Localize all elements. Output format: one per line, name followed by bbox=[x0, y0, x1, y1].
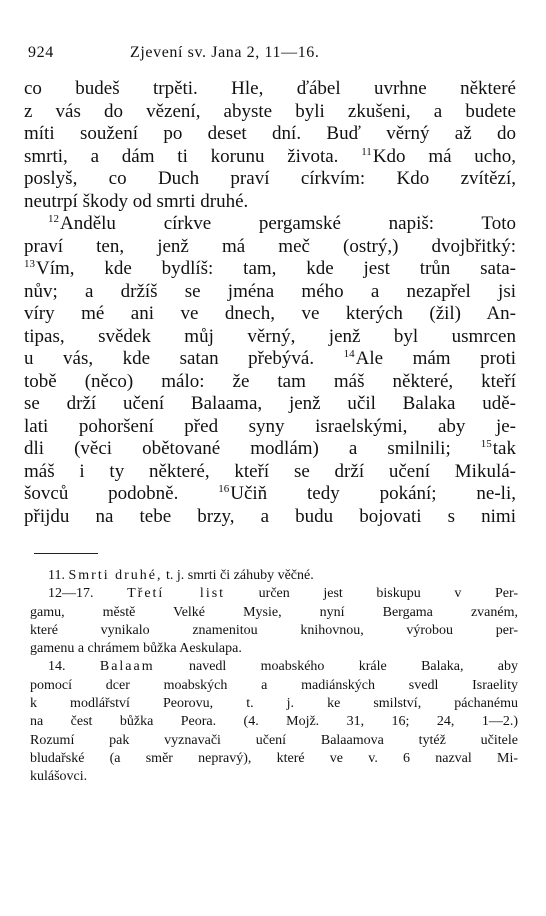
footnotes bbox=[30, 567, 518, 787]
line-text: máš i ty některé, kteří se drží učení Mikulá- bbox=[24, 460, 516, 482]
running-title: Zjevení sv. Jana 2, 11—16. bbox=[130, 44, 320, 61]
scripture-text bbox=[24, 78, 516, 528]
page-number: 924 bbox=[28, 44, 54, 61]
text-line bbox=[24, 483, 516, 506]
footnote-text: t. j. smrti či záhuby věčné. bbox=[165, 568, 314, 583]
line-text: tak bbox=[492, 438, 516, 459]
footnote-line bbox=[30, 585, 518, 603]
line-text: lati pohoršení před syny israelskými, aby je- bbox=[24, 415, 516, 437]
text-line bbox=[24, 123, 516, 146]
footnote-text: na čest bůžka Peora. (4. Mojž. 31, 16; 24, 1—2.) bbox=[30, 714, 518, 730]
footnote-line bbox=[30, 640, 518, 658]
text-line bbox=[24, 258, 516, 281]
text-line bbox=[24, 101, 516, 124]
line-text: poslyš, co Duch praví církvím: Kdo zvítězí, bbox=[24, 168, 516, 189]
line-text: víry mé ani ve dnech, ve kterých (žil) An- bbox=[24, 303, 516, 324]
footnote-text: kulášovci. bbox=[30, 769, 88, 785]
verse-number: 15 bbox=[480, 438, 492, 450]
line-text: tipas, svědek můj věrný, jenž byl usmrcen bbox=[24, 325, 516, 347]
line-text: Andělu církve pergamské napiš: Toto bbox=[60, 213, 516, 234]
footnote-text: navedl moabského krále Balaka, aby bbox=[188, 659, 519, 675]
text-line bbox=[24, 371, 516, 394]
verse-number: 11 bbox=[361, 145, 372, 158]
verse-number: 13 bbox=[24, 258, 35, 270]
text-line bbox=[24, 461, 516, 484]
text-line bbox=[24, 348, 516, 371]
text-line bbox=[24, 236, 516, 259]
page-header bbox=[28, 44, 524, 68]
line-text: smrti, a dám ti korunu života. bbox=[24, 145, 362, 167]
footnote-separator bbox=[34, 553, 98, 554]
text-line bbox=[24, 416, 516, 439]
text-line bbox=[24, 303, 516, 326]
footnote-text: určen jest biskupu v Per- bbox=[258, 586, 518, 602]
footnote-line bbox=[30, 695, 518, 713]
text-line bbox=[24, 78, 516, 101]
line-text: Vím, kde bydlíš: tam, kde jest trůn sata- bbox=[36, 258, 516, 279]
line-text: u vás, kde satan přebývá. bbox=[24, 348, 344, 369]
line-text: šovců podobně. bbox=[24, 483, 219, 504]
footnote-line bbox=[30, 750, 518, 768]
line-text: neutrpí škody od smrti druhé. bbox=[24, 190, 249, 212]
line-text: míti soužení po deset dní. Buď věrný až do bbox=[24, 123, 516, 144]
footnote-line bbox=[30, 567, 518, 585]
line-text: dli (věci obětované modlám) a smilnili; bbox=[24, 438, 481, 459]
verse-number: 12 bbox=[48, 213, 59, 225]
text-line bbox=[24, 393, 516, 416]
text-line bbox=[24, 191, 516, 214]
line-text: Kdo má ucho, bbox=[372, 145, 516, 167]
line-text: z vás do vězení, abyste byli zkušeni, a budete bbox=[24, 100, 516, 122]
footnote-line bbox=[30, 677, 518, 695]
text-line bbox=[24, 438, 516, 461]
footnote-text: k modlářství Peorovu, t. j. ke smilství, páchanému bbox=[30, 696, 518, 712]
line-text: co budeš trpěti. Hle, ďábel uvrhne některé bbox=[24, 78, 516, 99]
text-line bbox=[24, 213, 516, 236]
footnote-reference: 11. bbox=[48, 568, 69, 583]
footnote-line bbox=[30, 604, 518, 622]
footnote-term: Smrti druhé, bbox=[68, 568, 163, 583]
verse-number: 16 bbox=[218, 483, 230, 495]
line-text: se drží učení Balaama, jenž učil Balaka udě- bbox=[24, 393, 516, 414]
footnote-text: pomocí dcer moabských a madiánských svedl Israelity bbox=[30, 677, 518, 693]
text-line bbox=[24, 168, 516, 191]
verse-number: 14 bbox=[343, 348, 355, 360]
text-line bbox=[24, 281, 516, 304]
footnote-text: gamu, městě Velké Mysie, nyní Bergama zvaném, bbox=[30, 604, 518, 620]
footnote-text: gamenu a chrámem bůžka Aeskulapa. bbox=[30, 641, 242, 657]
line-text: praví ten, jenž má meč (ostrý,) dvojbřitký: bbox=[24, 235, 516, 257]
footnote-reference: 14. bbox=[48, 659, 100, 675]
text-line bbox=[24, 326, 516, 349]
footnote-line bbox=[30, 622, 518, 640]
text-line bbox=[24, 506, 516, 529]
line-text: přijdu na tebe brzy, a budu bojovati s nimi bbox=[24, 505, 516, 527]
footnote-text: bludařské (a směr nepravý), které ve v. 6 nazval Mi- bbox=[30, 750, 518, 766]
footnote-term: Třetí list bbox=[127, 586, 226, 602]
footnote-line bbox=[30, 768, 518, 786]
footnote-line bbox=[30, 713, 518, 731]
footnote-text: které vynikalo znamenitou knihovnou, výrobou per- bbox=[30, 622, 518, 638]
line-text: tobě (něco) málo: že tam máš některé, kteří bbox=[24, 370, 516, 392]
footnote-term: Balaam bbox=[99, 659, 155, 675]
footnote-line bbox=[30, 732, 518, 750]
footnote-line bbox=[30, 658, 518, 676]
text-line bbox=[24, 146, 516, 169]
line-text: Ale mám proti bbox=[355, 348, 517, 369]
line-text: nův; a držíš se jména mého a nezapřel jsi bbox=[24, 280, 516, 302]
line-text: Učiň tedy pokání; ne-li, bbox=[230, 483, 516, 504]
footnote-reference: 12—17. bbox=[48, 586, 128, 602]
footnote-text: Rozumí pak vyznavači učení Balaamova tytéž učitele bbox=[30, 732, 518, 748]
